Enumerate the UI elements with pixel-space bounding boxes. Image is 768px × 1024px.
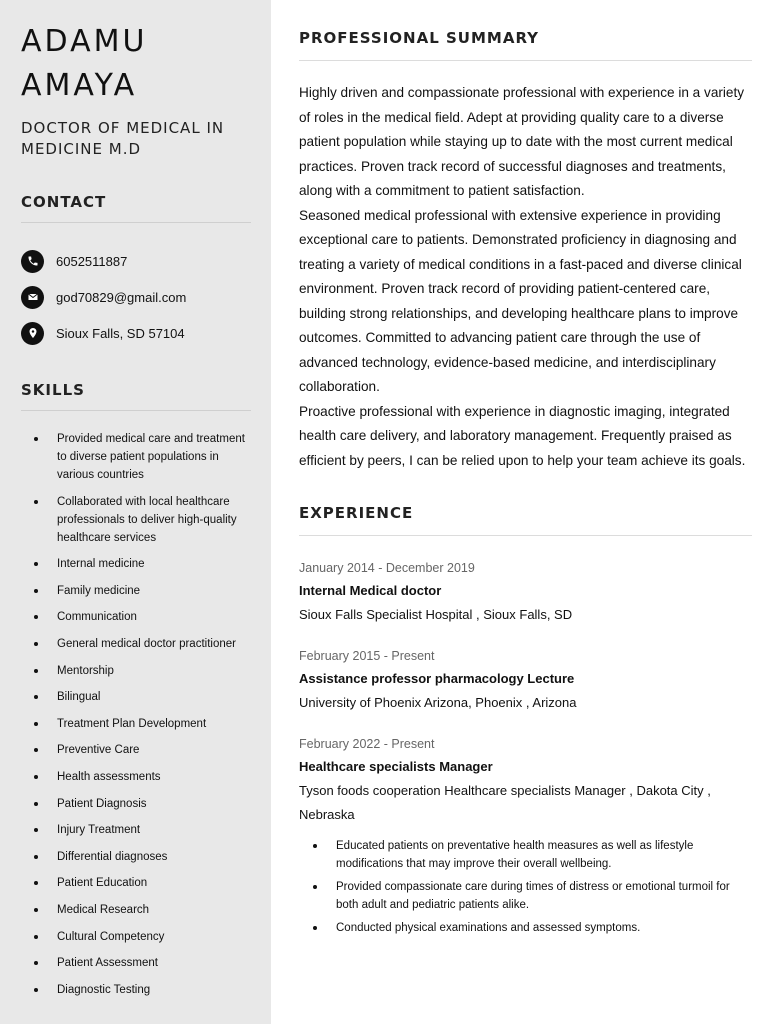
job-employer: Tyson foods cooperation Healthcare specialists Manager , Dakota City , Nebraska	[299, 783, 711, 822]
job-role: Healthcare specialists Manager	[299, 759, 493, 774]
envelope-icon	[21, 286, 44, 309]
experience-item	[299, 557, 752, 627]
job-title: DOCTOR OF MEDICAL IN MEDICINE M.D	[21, 119, 225, 158]
experience-item	[299, 645, 752, 715]
job-bullet: Conducted physical examinations and assessed symptoms.	[299, 919, 752, 937]
summary-paragraph: Highly driven and compassionate professional with experience in a variety of roles in the medical field. Adept at providing quality care to a diverse patient population while staying up to date with the most current medical practices. Proven track record of successful diagnoses and treatments, along with a commitment to patient satisfaction.	[299, 85, 745, 198]
job-role: Assistance professor pharmacology Lecture	[299, 671, 575, 686]
candidate-name	[21, 20, 251, 108]
skill-item: Health assessments	[21, 768, 251, 786]
first-name: ADAMU	[21, 24, 148, 59]
map-pin-icon	[21, 322, 44, 345]
phone-text[interactable]: 6052511887	[56, 253, 128, 269]
summary-paragraph: Proactive professional with experience in diagnostic imaging, integrated health care delivery, and laboratory management. Frequently praised as efficient by peers, I can be relied upon to help your team achieve its goals.	[299, 403, 746, 468]
job-bullet: Educated patients on preventative health measures as well as lifestyle modifications that may improve their overall wellbeing.	[299, 837, 752, 873]
last-name: AMAYA	[21, 68, 138, 103]
skill-item: Patient Assessment	[21, 954, 251, 972]
contact-heading: CONTACT	[21, 193, 251, 223]
skill-item: General medical doctor practitioner	[21, 635, 251, 653]
skill-item: Cultural Competency	[21, 928, 251, 946]
contact-list	[21, 243, 251, 351]
skill-item: Bilingual	[21, 688, 251, 706]
summary-heading: PROFESSIONAL SUMMARY	[299, 29, 752, 61]
skill-item: Treatment Plan Development	[21, 715, 251, 733]
experience-heading: EXPERIENCE	[299, 504, 752, 536]
job-dates: February 2022 - Present	[299, 737, 435, 751]
skill-item: Mentorship	[21, 662, 251, 680]
location-text: Sioux Falls, SD 57104	[56, 325, 185, 341]
skill-item: Patient Diagnosis	[21, 795, 251, 813]
skill-item: Differential diagnoses	[21, 848, 251, 866]
contact-location	[21, 315, 251, 351]
contact-email	[21, 279, 251, 315]
job-bullets	[299, 837, 752, 937]
job-dates: January 2014 - December 2019	[299, 561, 475, 575]
job-employer: Sioux Falls Specialist Hospital , Sioux Falls, SD	[299, 607, 573, 622]
email-text[interactable]: god70829@gmail.com	[56, 289, 187, 305]
job-role: Internal Medical doctor	[299, 583, 442, 598]
skill-item: Family medicine	[21, 582, 251, 600]
professional-summary	[299, 81, 752, 473]
job-dates: February 2015 - Present	[299, 649, 435, 663]
experience-item	[299, 733, 752, 937]
job-bullet: Provided compassionate care during times of distress or emotional turmoil for both adult and pediatric patients alike.	[299, 878, 752, 914]
skill-item: Preventive Care	[21, 741, 251, 759]
skill-item: Collaborated with local healthcare professionals to deliver high-quality healthcare services	[21, 493, 251, 547]
skill-item: Patient Education	[21, 874, 251, 892]
main-content	[299, 0, 752, 942]
skills-list	[21, 430, 251, 999]
contact-phone	[21, 243, 251, 279]
skills-heading: SKILLS	[21, 381, 251, 411]
skill-item: Communication	[21, 608, 251, 626]
sidebar	[0, 0, 271, 1024]
skill-item: Medical Research	[21, 901, 251, 919]
summary-paragraph: Seasoned medical professional with extensive experience in providing exceptional care to patients. Demonstrated proficiency in diagnosing and treating a variety of medical conditions in a fast-paced and diverse clinical environment. Proven track record of providing patient-centered care, building strong relationships, and developing healthcare plans to improve outcomes. Committed to advancing patient care through the use of advanced technology, evidence-based medicine, and interdisciplinary collaboration.	[299, 207, 742, 394]
skill-item: Injury Treatment	[21, 821, 251, 839]
phone-icon	[21, 250, 44, 273]
skill-item: Internal medicine	[21, 555, 251, 573]
job-employer: University of Phoenix Arizona, Phoenix , Arizona	[299, 695, 577, 710]
skill-item: Diagnostic Testing	[21, 981, 251, 999]
skill-item: Provided medical care and treatment to diverse patient populations in various countries	[21, 430, 251, 484]
